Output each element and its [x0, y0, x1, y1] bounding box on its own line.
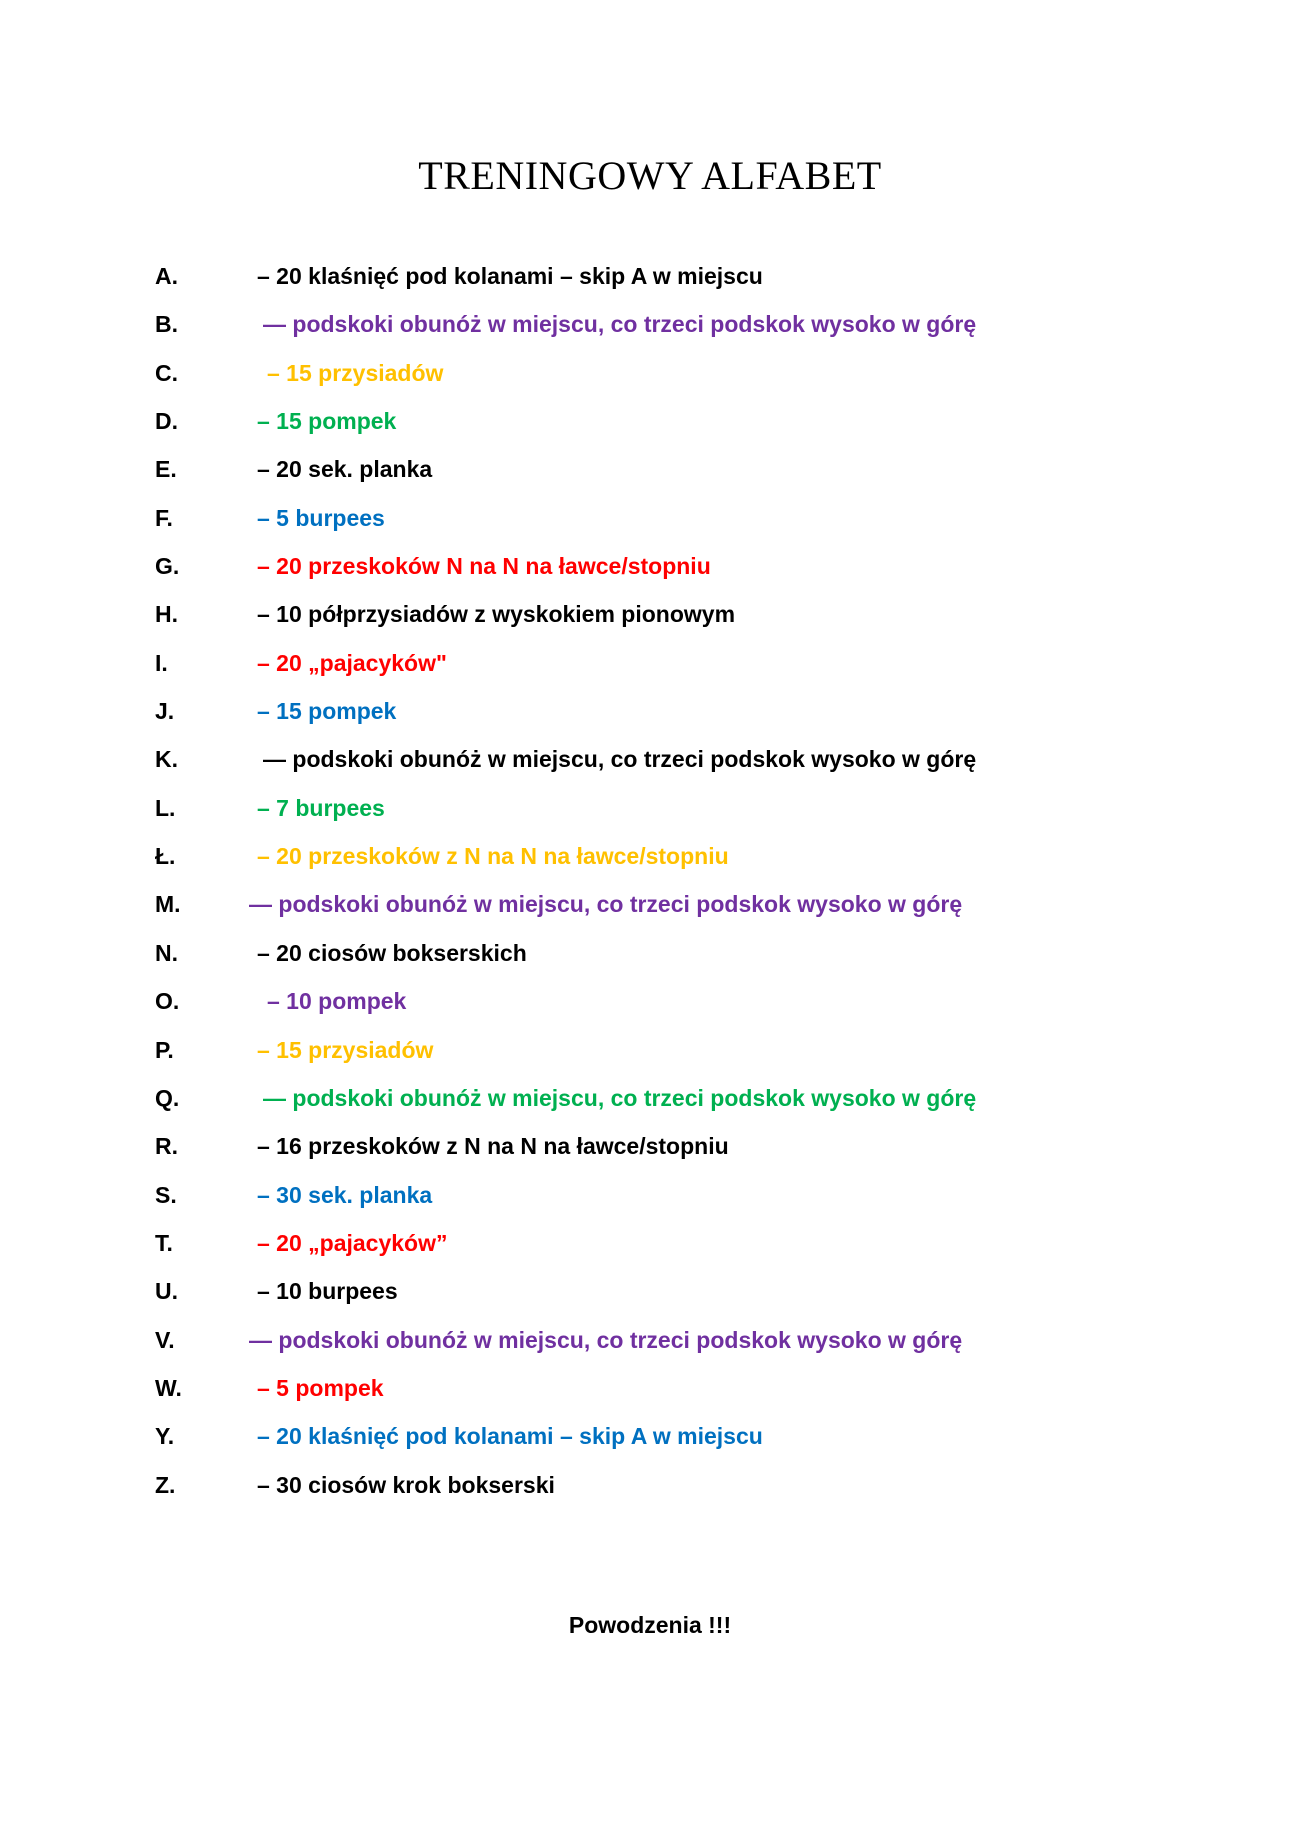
- list-item: [0, 542, 1300, 590]
- list-item: [0, 252, 1300, 300]
- closing-message: Powodzenia !!!: [568, 1612, 732, 1638]
- item-exercise: – 30 ciosów krok bokserski: [257, 1471, 555, 1498]
- list-item: [0, 1074, 1300, 1122]
- item-exercise: – 7 burpees: [257, 794, 385, 821]
- item-letter: P.: [155, 1036, 174, 1063]
- list-item: [0, 1316, 1300, 1364]
- list-item: [0, 590, 1300, 638]
- item-exercise: – 20 klaśnięć pod kolanami – skip A w miejscu: [257, 1423, 763, 1450]
- item-exercise: — podskoki obunóż w miejscu, co trzeci podskok wysoko w górę: [249, 1326, 963, 1353]
- list-item: [0, 784, 1300, 832]
- item-letter: Ł.: [155, 843, 176, 870]
- item-exercise: – 20 ciosów bokserskich: [257, 939, 527, 966]
- item-letter: M.: [155, 891, 181, 918]
- item-exercise: – 10 półprzysiadów z wyskokiem pionowym: [257, 601, 736, 628]
- item-letter: R.: [155, 1133, 178, 1160]
- item-letter: H.: [155, 601, 178, 628]
- item-exercise: – 20 przeskoków N na N na ławce/stopniu: [257, 553, 711, 580]
- item-exercise: — podskoki obunóż w miejscu, co trzeci podskok wysoko w górę: [263, 1084, 977, 1111]
- item-letter: J.: [155, 698, 175, 725]
- list-item: [0, 832, 1300, 880]
- list-item: [0, 1461, 1300, 1509]
- list-item: [0, 1026, 1300, 1074]
- item-exercise: — podskoki obunóż w miejscu, co trzeci podskok wysoko w górę: [249, 891, 963, 918]
- item-letter: Q.: [155, 1084, 180, 1111]
- list-item: [0, 1412, 1300, 1460]
- item-letter: S.: [155, 1181, 177, 1208]
- item-exercise: — podskoki obunóż w miejscu, co trzeci podskok wysoko w górę: [263, 311, 977, 338]
- item-exercise: – 15 pompek: [257, 698, 397, 725]
- item-exercise: – 20 sek. planka: [257, 456, 433, 483]
- item-exercise: – 20 klaśnięć pod kolanami – skip A w miejscu: [257, 263, 763, 289]
- list-item: [0, 977, 1300, 1025]
- item-exercise: – 5 pompek: [257, 1374, 384, 1401]
- item-letter: K.: [155, 746, 178, 773]
- item-exercise: — podskoki obunóż w miejscu, co trzeci podskok wysoko w górę: [263, 746, 977, 773]
- list-item: [0, 929, 1300, 977]
- item-letter: L.: [155, 794, 176, 821]
- item-letter: T.: [155, 1229, 173, 1256]
- item-exercise: – 20 „pajacyków”: [257, 1229, 448, 1256]
- item-exercise: – 16 przeskoków z N na N na ławce/stopniu: [257, 1133, 729, 1160]
- list-item: [0, 639, 1300, 687]
- list-item: [0, 445, 1300, 493]
- item-letter: C.: [155, 359, 178, 386]
- item-letter: D.: [155, 408, 178, 435]
- item-letter: A.: [155, 263, 178, 289]
- item-letter: G.: [155, 553, 180, 580]
- item-exercise: – 20 „pajacyków": [257, 649, 447, 676]
- item-exercise: – 15 pompek: [257, 408, 397, 435]
- list-item: [0, 1267, 1300, 1315]
- item-exercise: – 15 przysiadów: [257, 1036, 434, 1063]
- item-exercise: – 5 burpees: [257, 504, 385, 531]
- list-item: [0, 1122, 1300, 1170]
- list-item: [0, 1171, 1300, 1219]
- list-item: [0, 300, 1300, 348]
- item-exercise: – 10 pompek: [267, 988, 407, 1015]
- item-letter: I.: [155, 649, 168, 676]
- list-item: [0, 1364, 1300, 1412]
- list-item: [0, 687, 1300, 735]
- page-title: TRENINGOWY ALFABET: [418, 153, 882, 198]
- item-letter: E.: [155, 456, 177, 483]
- item-exercise: – 15 przysiadów: [267, 359, 444, 386]
- item-letter: Y.: [155, 1423, 175, 1450]
- list-item: [0, 735, 1300, 783]
- item-letter: Z.: [155, 1471, 176, 1498]
- list-item: [0, 349, 1300, 397]
- item-letter: N.: [155, 939, 178, 966]
- list-item: [0, 494, 1300, 542]
- item-letter: B.: [155, 311, 178, 338]
- item-letter: V.: [155, 1326, 175, 1353]
- list-item: [0, 880, 1300, 928]
- item-letter: F.: [155, 504, 173, 531]
- list-item: [0, 1219, 1300, 1267]
- item-letter: O.: [155, 988, 180, 1015]
- item-letter: U.: [155, 1278, 178, 1305]
- list-item: [0, 397, 1300, 445]
- item-letter: W.: [155, 1374, 182, 1401]
- exercise-list: [0, 252, 1300, 1509]
- item-exercise: – 10 burpees: [257, 1278, 398, 1305]
- item-exercise: – 20 przeskoków z N na N na ławce/stopniu: [257, 843, 729, 870]
- item-exercise: – 30 sek. planka: [257, 1181, 433, 1208]
